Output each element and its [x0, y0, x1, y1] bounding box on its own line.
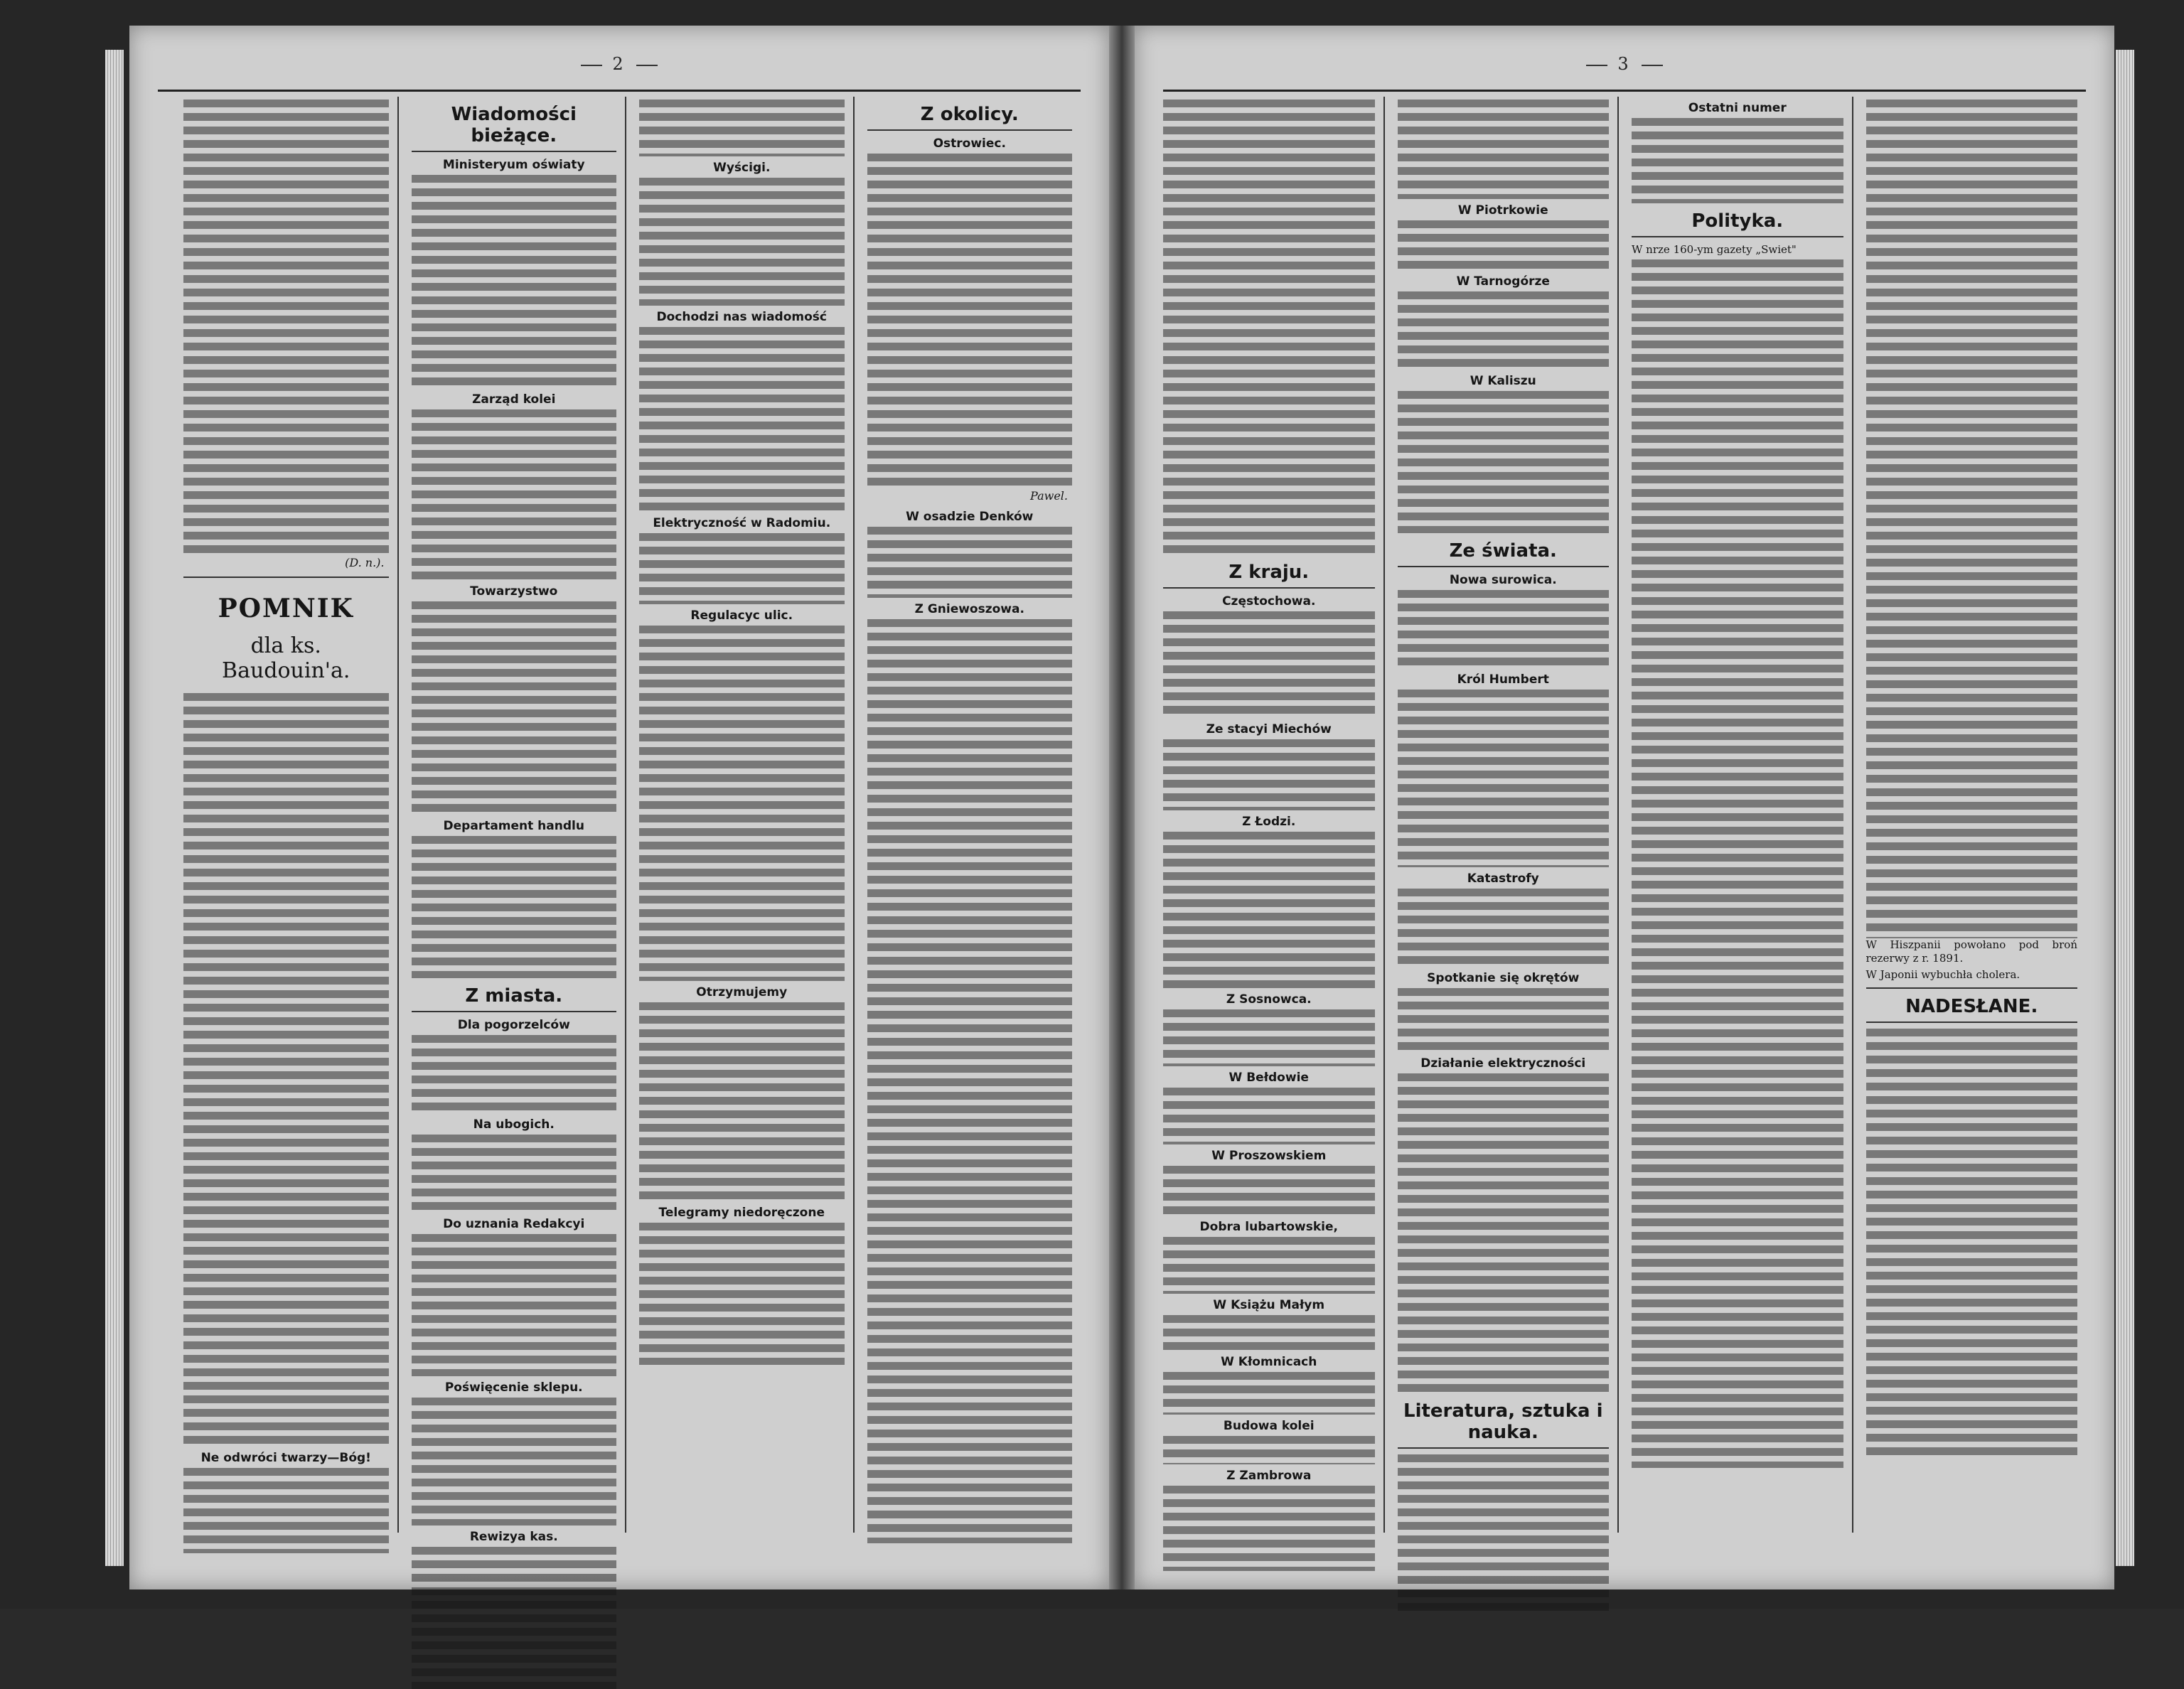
article-text — [1398, 100, 1610, 199]
article-text — [412, 175, 617, 388]
subhead: Budowa kolei — [1223, 1419, 1315, 1433]
article-text — [867, 527, 1073, 598]
subhead: Z Zambrowa — [1226, 1469, 1312, 1483]
subhead: Katastrofy — [1467, 872, 1539, 886]
subhead: Ze stacyi Miechów — [1206, 722, 1332, 736]
politics-lead: W nrze 160-ym gazety „Swiet" — [1632, 243, 1797, 256]
article-text — [867, 154, 1073, 488]
article-text — [412, 1135, 617, 1213]
left-column-4 — [867, 97, 1081, 1533]
right-page-number: 3 — [1135, 54, 2114, 74]
subhead: W Proszowskiem — [1211, 1149, 1327, 1163]
article-text — [1163, 832, 1375, 988]
article-text — [1398, 1073, 1610, 1393]
pomnik-title: POMNIK — [218, 594, 354, 623]
subhead: Częstochowa. — [1222, 594, 1316, 608]
article-text — [639, 533, 845, 604]
subhead: Ministeryum oświaty — [442, 158, 585, 172]
subhead: Ostrowiec. — [933, 136, 1006, 151]
article-text — [1163, 739, 1375, 810]
left-column-1 — [183, 97, 399, 1533]
subhead: Elektryczność w Radomiu. — [653, 516, 831, 530]
subhead: Wyścigi. — [713, 161, 771, 175]
left-page-stack — [105, 50, 124, 1566]
top-rule — [1163, 90, 2086, 92]
divider — [1866, 987, 2078, 989]
signature: (D. n.). — [345, 556, 385, 569]
article-text — [1398, 590, 1610, 668]
article-text — [412, 1035, 617, 1113]
top-rule — [158, 90, 1081, 92]
article-text — [1632, 118, 1843, 203]
subhead: W Kłomnicach — [1221, 1355, 1317, 1369]
article-text — [1866, 100, 2078, 938]
left-page — [129, 26, 1109, 1589]
subhead: Działanie elektryczności — [1420, 1056, 1586, 1071]
article-text — [1398, 1454, 1610, 1611]
article-text — [1398, 391, 1610, 533]
article-text — [412, 836, 617, 978]
subhead: Z Łodzi. — [1242, 815, 1296, 829]
article-text — [183, 100, 389, 554]
japan-note: W Japonii wybuchła cholera. — [1866, 968, 2020, 981]
article-text — [183, 693, 389, 1447]
article-text — [639, 327, 845, 512]
article-text — [1398, 291, 1610, 370]
section-title: Literatura, sztuka i nauka. — [1398, 1400, 1610, 1449]
left-page-number: 2 — [129, 54, 1109, 74]
article-text — [1163, 1009, 1375, 1066]
right-columns — [1163, 97, 2086, 1533]
pomnik-subtitle: dla ks. Baudouin'a. — [222, 633, 350, 683]
left-column-2 — [412, 97, 627, 1544]
subhead: Na ubogich. — [473, 1117, 555, 1132]
subhead: W Piotrkowie — [1457, 203, 1548, 218]
right-column-2 — [1398, 97, 1620, 1533]
spain-note: W Hiszpanii powołano pod broń rezerwy z r. 1891. — [1866, 938, 2077, 965]
subhead: Z Sosnowca. — [1226, 992, 1312, 1007]
subhead: W Bełdowie — [1228, 1071, 1309, 1085]
book-gutter — [1109, 26, 1135, 1589]
article-text — [1163, 1237, 1375, 1294]
article-text — [412, 409, 617, 580]
article-text — [1163, 100, 1375, 554]
article-text — [1866, 1029, 2078, 1455]
article-text — [1398, 690, 1610, 867]
subhead: Król Humbert — [1457, 672, 1549, 687]
subhead: Towarzystwo — [470, 584, 558, 599]
section-title: Z miasta. — [412, 985, 617, 1012]
subhead: Ostatni numer — [1688, 101, 1787, 115]
signature: Pawel. — [1030, 489, 1068, 503]
subhead: W Książu Małym — [1213, 1298, 1325, 1312]
subhead: Regulacyc ulic. — [690, 608, 793, 623]
article-text — [1163, 1088, 1375, 1144]
subhead: Departament handlu — [443, 819, 584, 833]
article-text — [867, 619, 1073, 1543]
article-text — [639, 1223, 845, 1365]
subhead: W Kaliszu — [1470, 374, 1536, 388]
article-text — [412, 1234, 617, 1376]
quote: Ne odwróci twarzy—Bóg! — [200, 1451, 371, 1465]
right-column-4 — [1866, 97, 2087, 1533]
article-text — [1398, 220, 1610, 270]
subhead: Dla pogorzelców — [457, 1018, 570, 1032]
article-text — [412, 1547, 617, 1689]
subhead: Otrzymujemy — [696, 985, 788, 999]
article-text — [1398, 988, 1610, 1052]
article-text — [639, 626, 845, 981]
subhead: Poświęcenie sklepu. — [444, 1380, 583, 1395]
section-title: Wiadomości bieżące. — [412, 104, 617, 152]
divider — [183, 577, 389, 578]
subhead: Telegramy niedoręczone — [658, 1206, 825, 1220]
article-text — [1632, 259, 1843, 1468]
left-column-3 — [639, 97, 855, 1533]
subhead: W osadzie Denków — [906, 510, 1034, 524]
section-title: Ze świata. — [1398, 540, 1610, 567]
article-text — [183, 1468, 389, 1553]
article-text — [1163, 1372, 1375, 1415]
subhead: Nowa surowica. — [1449, 573, 1557, 587]
article-text — [1163, 1166, 1375, 1216]
subhead: Spotkanie się okrętów — [1427, 971, 1580, 985]
subhead: W Tarnogórze — [1456, 274, 1550, 289]
section-title: Z okolicy. — [867, 104, 1073, 131]
subhead: Dochodzi nas wiadomość — [656, 310, 827, 324]
subhead: Dobra lubartowskie, — [1199, 1220, 1338, 1234]
section-title: NADESŁANE. — [1866, 996, 2078, 1023]
article-text — [1163, 1486, 1375, 1571]
article-text — [1163, 1315, 1375, 1351]
article-text — [1398, 889, 1610, 967]
right-column-1 — [1163, 97, 1385, 1533]
right-column-3 — [1632, 97, 1853, 1533]
article-text — [639, 178, 845, 306]
article-text — [1163, 611, 1375, 718]
article-text — [412, 601, 617, 815]
section-title: Z kraju. — [1163, 562, 1375, 589]
right-page — [1135, 26, 2114, 1589]
article-text — [1163, 1436, 1375, 1464]
left-columns — [183, 97, 1081, 1544]
section-title: Polityka. — [1632, 210, 1843, 237]
right-page-stack — [2116, 50, 2134, 1566]
article-text — [412, 1398, 617, 1526]
article-text — [639, 1002, 845, 1201]
subhead: Z Gniewoszowa. — [914, 602, 1024, 616]
subhead: Zarząd kolei — [472, 392, 556, 407]
article-text — [639, 100, 845, 156]
subhead: Rewizya kas. — [469, 1530, 558, 1544]
subhead: Do uznania Redakcyi — [443, 1217, 585, 1231]
